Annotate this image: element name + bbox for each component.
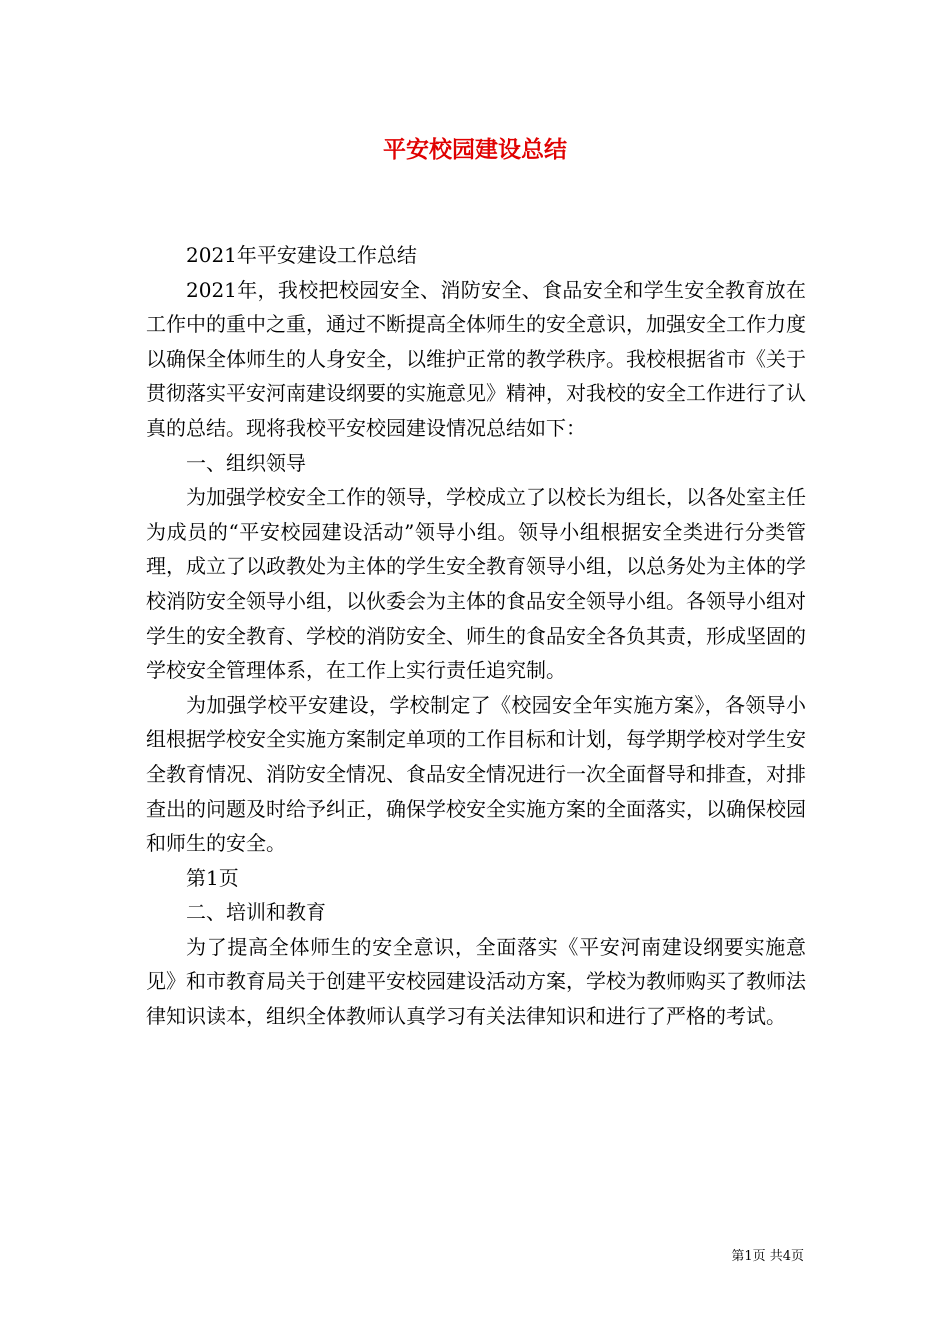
paragraph-training: 为了提高全体师生的安全意识，全面落实《平安河南建设纲要实施意见》和市教育局关于创建平安校园建设活动方案，学校为教师购买了教师法律知识读本，组织全体教师认真学习有关法律知识和进行了严格的考试。: [146, 934, 806, 1029]
paragraph-organization: 为加强学校安全工作的领导，学校成立了以校长为组长，以各处室主任为成员的“平安校园建设活动”领导小组。领导小组根据安全类进行分类管理，成立了以政教处为主体的学生安全教育领导小组，以总务处为主体的学校消防安全领导小组，以伙委会为主体的食品安全领导小组。各领导小组对学生的安全教育、学校的消防安全、师生的食品安全各负其责，形成坚固的学校安全管理体系，在工作上实行责任追究制。: [146, 485, 806, 683]
page-number-footer: 第1页 共4页: [731, 1249, 804, 1264]
paragraph-intro: 2021年，我校把校园安全、消防安全、食品安全和学生安全教育放在工作中的重中之重，通过不断提高全体师生的安全意识，加强安全工作力度以确保全体师生的人身安全，以维护正常的教学秩序。我校根据省市《关于贯彻落实平安河南建设纲要的实施意见》精神，对我校的安全工作进行了认真的总结。现将我校平安校园建设情况总结如下：: [146, 277, 806, 440]
document-body: [146, 238, 806, 1034]
section-heading-training: 二、培训和教育: [186, 900, 326, 925]
inline-page-marker: 第1页: [186, 865, 239, 890]
paragraph-heading-2021: 2021年平安建设工作总结: [186, 243, 417, 267]
document-title: 平安校园建设总结: [383, 136, 567, 163]
section-heading-organization: 一、组织领导: [186, 450, 306, 475]
paragraph-plan: 为加强学校平安建设，学校制定了《校园安全年实施方案》，各领导小组根据学校安全实施方案制定单项的工作目标和计划，每学期学校对学生安全教育情况、消防安全情况、食品安全情况进行一次全面督导和排查，对排查出的问题及时给予纠正，确保学校安全实施方案的全面落实，以确保校园和师生的安全。: [146, 692, 806, 856]
